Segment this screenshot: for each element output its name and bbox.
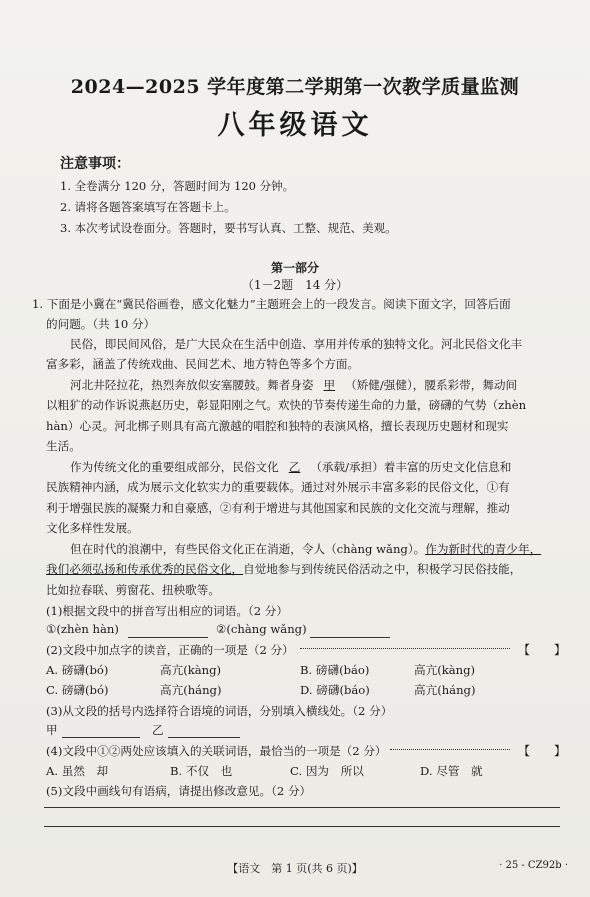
passage-p2-line3: hàn）心灵。河北梆子则具有高亢激越的唱腔和独特的表演风格，擅长表现历史题材和现实: [46, 419, 509, 433]
underlined-sentence-part1: 作为新时代的青少年，: [425, 542, 542, 556]
paper-code: · 25 - CZ92b ·: [499, 860, 568, 871]
sub1-question: (1)根据文段中的拼音写出相应的词语。（2 分）: [46, 604, 288, 618]
notice-item-1: 1. 全卷满分 120 分，答题时间为 120 分钟。: [60, 179, 295, 193]
sub1-b-label: ②(chàng wǎng): [216, 622, 307, 636]
subject-title: 八年级语文: [217, 110, 373, 141]
sub4-question: (4)文段中①②两处应该填入的关联词语，最恰当的一项是（2 分）: [46, 744, 387, 758]
notice-item-3: 3. 本次考试设卷面分。答题时，要书写认真、工整、规范、美观。: [60, 221, 397, 235]
passage-p3-line2: 民族精神内涵，成为展示文化软实力的重要载体。通过对外展示丰富多彩的民俗文化，①有: [46, 480, 510, 494]
passage-p4-line1: 但在时代的浪潮中，有些民俗文化正在消逝，令人（chàng wǎng）。作为新时代的青少年，: [70, 542, 542, 556]
sub2-option-c: C. 磅礴(bó): [46, 683, 109, 697]
sub3-jia-answer-line[interactable]: [62, 737, 140, 738]
sub1-a-label: ①(zhèn hàn): [46, 622, 119, 636]
sub5-answer-line-1[interactable]: [44, 807, 560, 808]
part-title: 第一部分: [270, 261, 319, 275]
blank-yi: 乙: [288, 460, 301, 474]
sub4-option-a: A. 虽然 却: [46, 764, 109, 778]
notice-item-2: 2. 请将各题答案填写在答题卡上。: [60, 200, 236, 214]
sub2-option-b-2: 高亢(kàng): [414, 663, 476, 677]
passage-p3-line3: 利于增强民族的凝聚力和自豪感，②有利于增进与其他国家和民族的文化交流与理解，推动: [46, 501, 510, 515]
sub4-leader-dots: [390, 749, 510, 750]
passage-p4-line3: 比如拉春联、剪窗花、扭秧歌等。: [46, 583, 220, 597]
sub2-option-d: D. 磅礴(báo): [300, 683, 370, 697]
sub3-jia-label: 甲: [46, 723, 58, 737]
q1-stem-line1: 1. 下面是小冀在“冀民俗画卷，感文化魅力”主题班会上的一段发言。阅读下面文字，回答后面: [32, 297, 511, 311]
sub3-yi-label: 乙: [152, 723, 164, 737]
sub2-answer-bracket[interactable]: 【 】: [518, 643, 567, 657]
sub1-a-answer-line[interactable]: [128, 637, 208, 638]
sub4-option-b: B. 不仅 也: [170, 764, 233, 778]
sub1-b-answer-line[interactable]: [310, 637, 390, 638]
sub4-option-c: C. 因为 所以: [290, 764, 364, 778]
sub4-answer-bracket[interactable]: 【 】: [518, 744, 567, 758]
sub3-yi-answer-line[interactable]: [168, 737, 240, 738]
sub2-question: (2)文段中加点字的读音，正确的一项是（2 分）: [46, 643, 294, 657]
sub5-question: (5)文段中画线句有语病，请提出修改意见。（2 分）: [46, 784, 312, 798]
blank-jia: 甲: [323, 378, 336, 392]
q1-stem-line2: 的问题。（共 10 分）: [46, 317, 156, 331]
sub5-answer-line-2[interactable]: [44, 826, 560, 827]
sub2-option-d-2: 高亢(háng): [414, 683, 476, 697]
sub2-option-a: A. 磅礴(bó): [46, 663, 109, 677]
passage-p2-line4: 生活。: [46, 439, 81, 453]
passage-p3-line1: 作为传统文化的重要组成部分，民俗文化 乙 （承载/承担）着丰富的历史文化信息和: [70, 460, 512, 474]
passage-p1-line2: 富多彩，涵盖了传统戏曲、民间艺术、地方特色等多个方面。: [46, 357, 360, 371]
underlined-sentence-part2: 我们必须弘扬和传承优秀的民俗文化，: [46, 562, 244, 576]
notice-heading: 注意事项：: [60, 156, 130, 172]
sub2-option-b: B. 磅礴(báo): [300, 663, 370, 677]
passage-p4-line2: 我们必须弘扬和传承优秀的民俗文化，自觉地参与到传统民俗活动之中，积极学习民俗技能，: [46, 562, 522, 576]
passage-p2-line1: 河北井陉拉花，热烈奔放似安塞腰鼓。舞者身姿 甲 （矫健/强健），腰系彩带，舞动间: [70, 378, 518, 392]
part-range: （1－2题 14 分）: [241, 278, 349, 292]
page-footer: 【语文 第 1 页(共 6 页)】: [227, 862, 363, 875]
sub4-option-d: D. 尽管 就: [420, 764, 483, 778]
sub3-question: (3)从文段的括号内选择符合语境的词语，分别填入横线处。（2 分）: [46, 704, 393, 718]
sub2-option-c-2: 高亢(háng): [160, 683, 222, 697]
passage-p3-line4: 文化多样性发展。: [46, 521, 139, 535]
passage-p2-line2: 以粗犷的动作诉说燕赵历史，彰显阳刚之气。欢快的节奏传递生命的力量，磅礴的气势（zhèn: [46, 398, 527, 412]
passage-p1-line1: 民俗，即民间风俗，是广大民众在生活中创造、享用并传承的独特文化。河北民俗文化丰: [70, 337, 523, 351]
sub2-leader-dots: [300, 648, 510, 649]
sub2-option-a-2: 高亢(kàng): [160, 663, 222, 677]
exam-title: 2024—2025 学年度第二学期第一次教学质量监测: [70, 76, 520, 98]
